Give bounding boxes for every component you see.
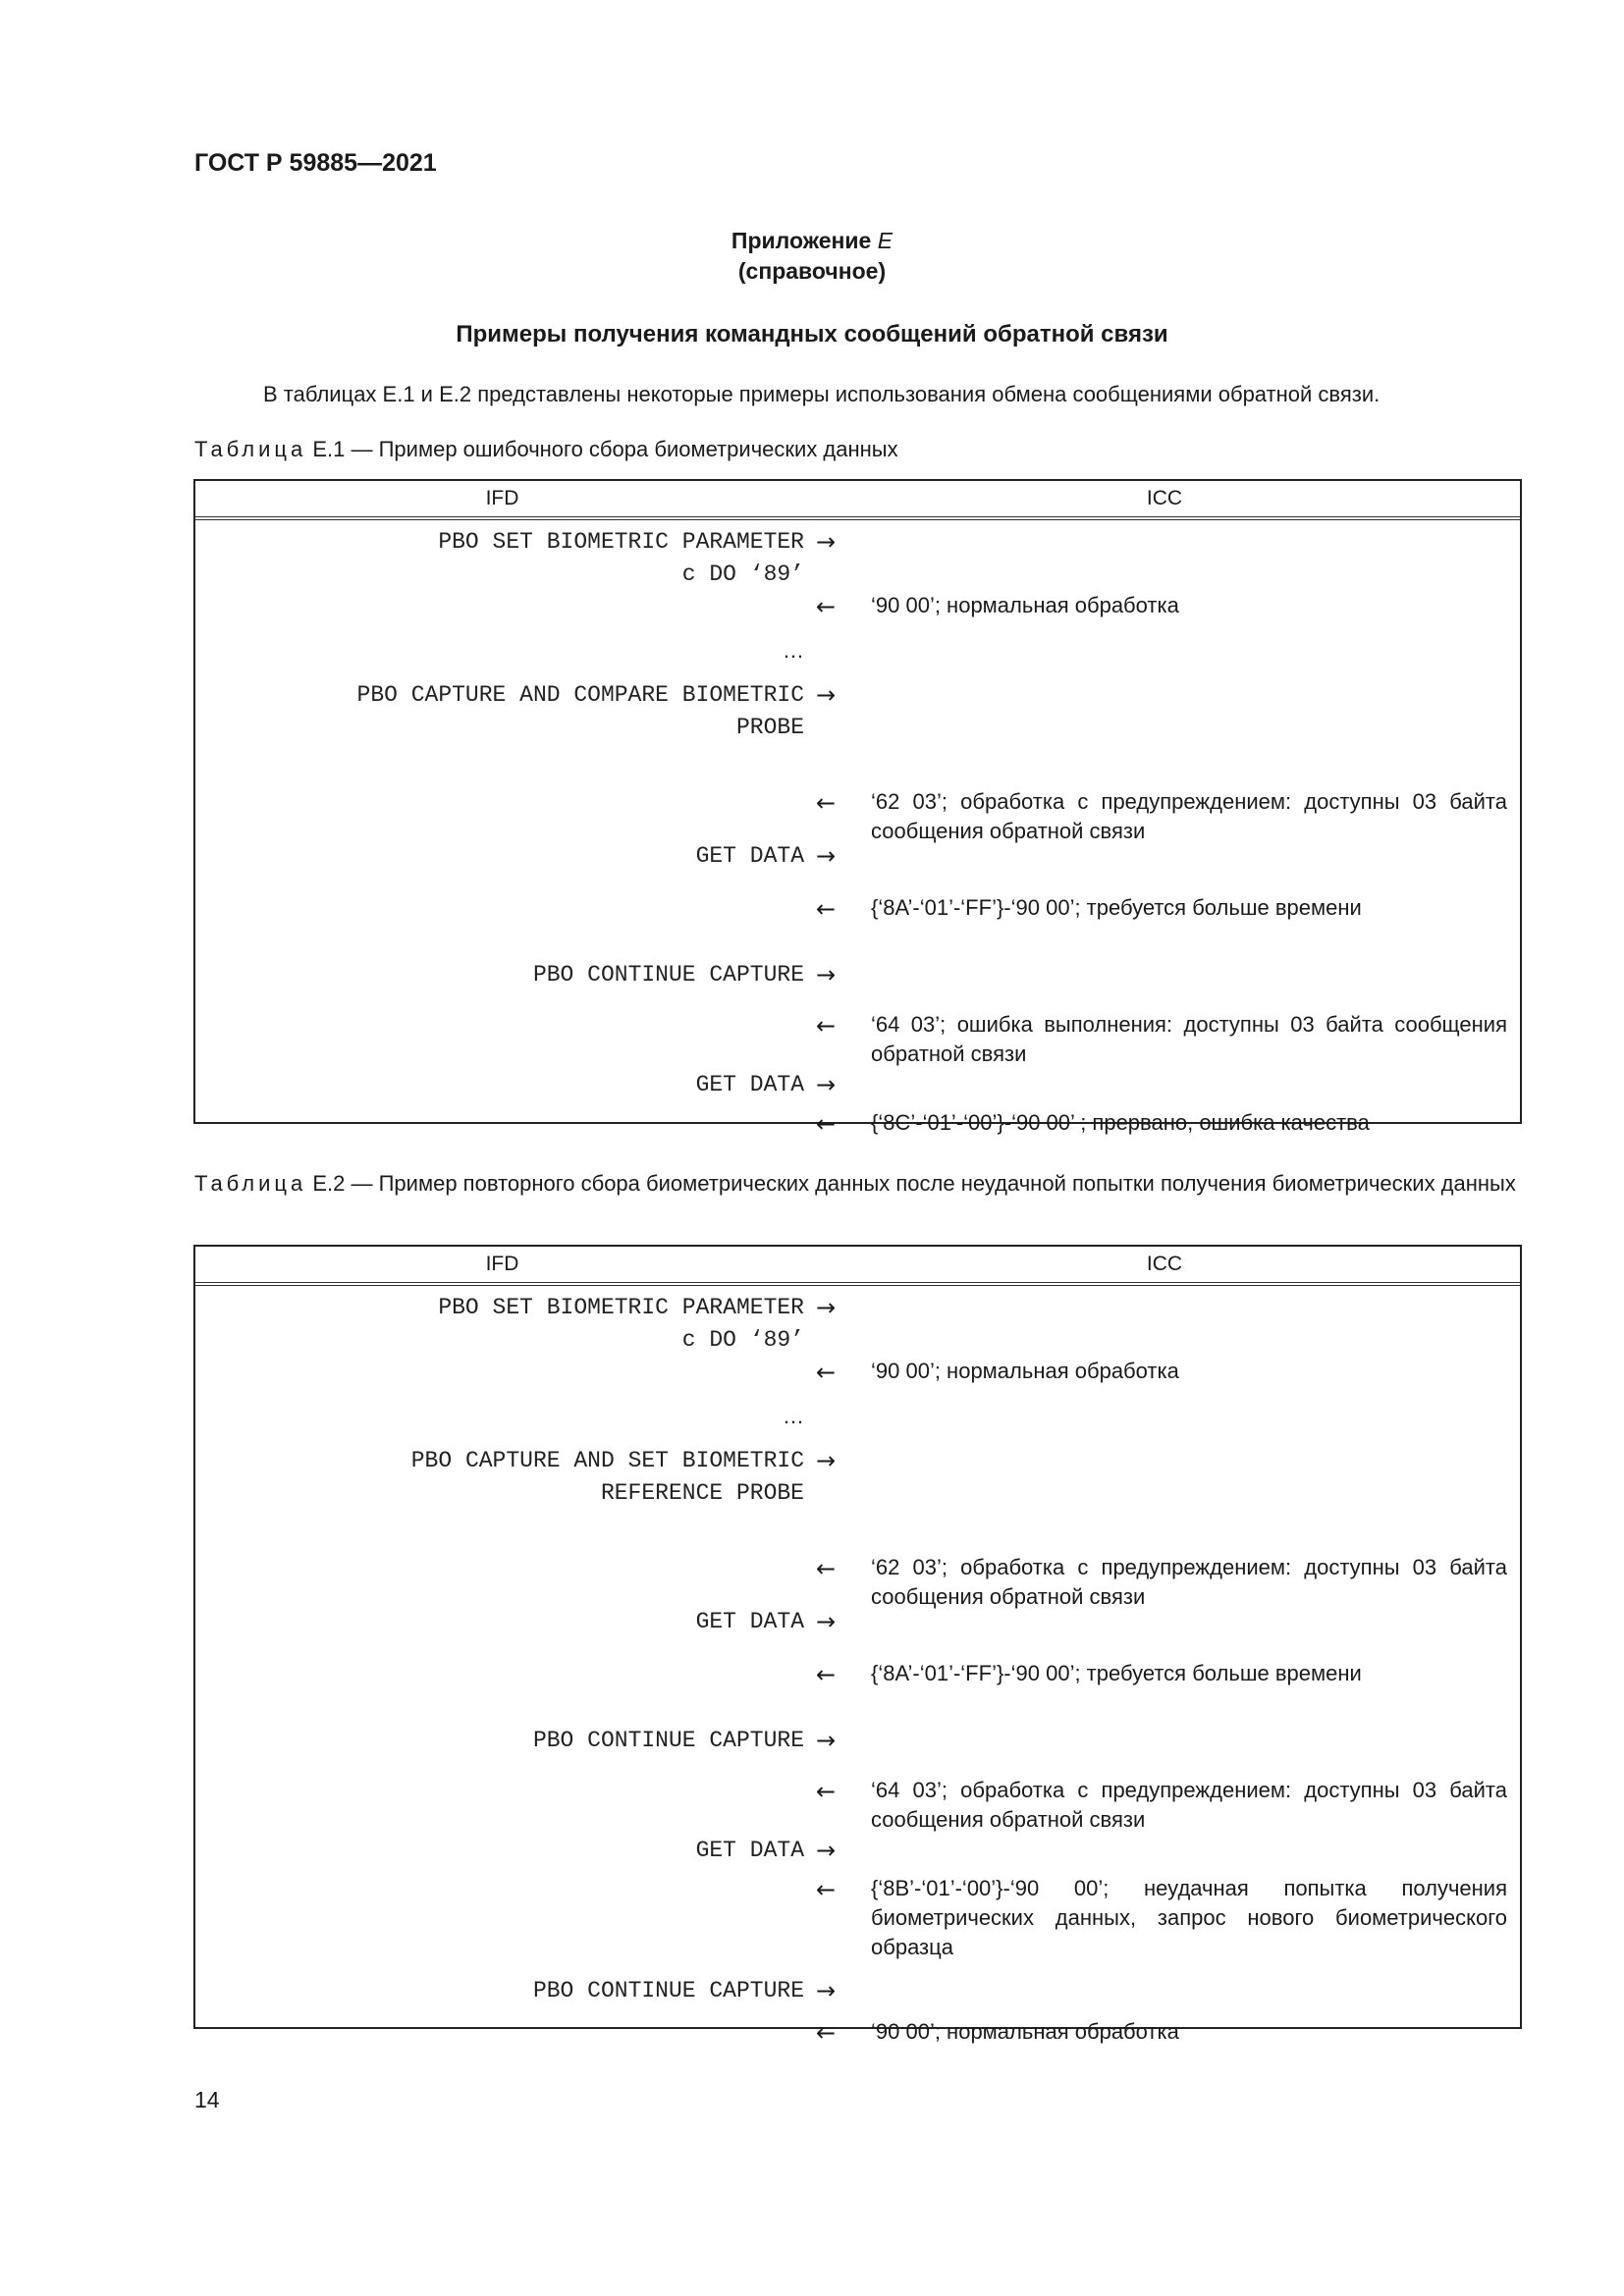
arrow-right-icon: → <box>815 1447 837 1474</box>
annex-letter: Е <box>877 228 893 253</box>
arrow-left-icon: ← <box>815 1012 837 1040</box>
table1-col-ifd: IFD <box>485 487 519 509</box>
table1-caption-text: Е.1 — Пример ошибочного сбора биометрических данных <box>306 437 898 461</box>
icc-response: ‘64 03’; ошибка выполнения: доступны 03 байта сообщения обратной связи <box>871 1012 1507 1066</box>
table1-caption-label: Таблица <box>194 437 307 461</box>
annex-title <box>0 226 1624 287</box>
arrow-right-icon: → <box>815 1727 837 1754</box>
arrow-right-icon: → <box>815 681 837 709</box>
table2-col-icc: ICC <box>1146 1253 1183 1275</box>
arrow-left-icon: ← <box>815 1778 837 1805</box>
arrow-right-icon: → <box>815 1608 837 1635</box>
annex-type: (справочное) <box>737 258 887 284</box>
table1-header-row <box>195 481 1520 520</box>
icc-response: ‘62 03’; обработка с предупреждением: доступны 03 байта сообщения обратной связи <box>871 1555 1507 1609</box>
arrow-left-icon: ← <box>815 895 837 923</box>
table2-caption-text: Е.2 — Пример повторного сбора биометрических данных после неудачной попытки получения биометрических данных <box>306 1171 1516 1196</box>
ellipsis: … <box>783 1404 804 1428</box>
ifd-command: PBO CONTINUE CAPTURE <box>532 962 804 988</box>
ifd-command: GET DATA <box>695 1609 804 1634</box>
icc-response: {‘8A’-‘01’-‘FF’}-‘90 00’; требуется больше времени <box>871 1661 1362 1685</box>
icc-response: ‘62 03’; обработка с предупреждением: доступны 03 байта сообщения обратной связи <box>871 789 1507 843</box>
table1-caption <box>194 435 1520 464</box>
ifd-command: PBO CAPTURE AND COMPARE BIOMETRIC PROBE <box>356 682 804 740</box>
arrow-left-icon: ← <box>815 2019 837 2047</box>
arrow-left-icon: ← <box>815 1359 837 1386</box>
intro-paragraph: В таблицах Е.1 и Е.2 представлены некоторые примеры использования обмена сообщениями обратной связи. <box>263 382 1380 406</box>
ifd-command: PBO SET BIOMETRIC PARAMETER с DO ‘89’ <box>438 529 804 587</box>
arrow-right-icon: → <box>815 961 837 988</box>
arrow-left-icon: ← <box>815 593 837 620</box>
icc-response: ‘90 00’; нормальная обработка <box>871 2019 1179 2044</box>
arrow-right-icon: → <box>815 1977 837 2004</box>
annex-label: Приложение <box>731 228 872 253</box>
section-title: Примеры получения командных сообщений обратной связи <box>456 321 1168 347</box>
icc-response: {‘8A’-‘01’-‘FF’}-‘90 00’; требуется больше времени <box>871 895 1362 920</box>
table-e1 <box>193 479 1522 1138</box>
ifd-command: PBO CONTINUE CAPTURE <box>532 1728 804 1753</box>
table2-header-row <box>195 1247 1520 1286</box>
table1-col-icc: ICC <box>1146 487 1183 509</box>
arrow-right-icon: → <box>815 1837 837 1864</box>
ifd-command: PBO CAPTURE AND SET BIOMETRIC REFERENCE PROBE <box>410 1448 804 1506</box>
arrow-right-icon: → <box>815 842 837 870</box>
document-header: ГОСТ Р 59885—2021 <box>194 149 437 177</box>
arrow-right-icon: → <box>815 528 837 556</box>
ellipsis: … <box>783 638 804 663</box>
arrow-left-icon: ← <box>815 1110 837 1138</box>
arrow-left-icon: ← <box>815 1876 837 1903</box>
ifd-command: PBO SET BIOMETRIC PARAMETER с DO ‘89’ <box>438 1295 804 1353</box>
arrow-left-icon: ← <box>815 789 837 817</box>
icc-response: ‘90 00’; нормальная обработка <box>871 1359 1179 1383</box>
ifd-command: GET DATA <box>695 843 804 869</box>
arrow-left-icon: ← <box>815 1555 837 1582</box>
table-e2 <box>193 1245 1522 2047</box>
arrow-right-icon: → <box>815 1071 837 1098</box>
ifd-command: GET DATA <box>695 1838 804 1863</box>
icc-response: ‘64 03’; обработка с предупреждением: доступны 03 байта сообщения обратной связи <box>871 1778 1507 1832</box>
ifd-command: GET DATA <box>695 1072 804 1097</box>
table2-caption-label: Таблица <box>194 1171 307 1196</box>
icc-response: {‘8B’-‘01’-‘00’}-‘90 00’; неудачная попытка получения биометрических данных, запрос нового биометрического образца <box>871 1876 1507 1959</box>
ifd-command: PBO CONTINUE CAPTURE <box>532 1978 804 2003</box>
arrow-left-icon: ← <box>815 1661 837 1688</box>
icc-response: {‘8C’-‘01’-‘00’}-‘90 00’ ; прервано, ошибка качества <box>871 1110 1370 1135</box>
page-number: 14 <box>194 2087 220 2112</box>
table2-col-ifd: IFD <box>485 1253 519 1275</box>
arrow-right-icon: → <box>815 1294 837 1321</box>
table2-caption <box>194 1169 1520 1199</box>
icc-response: ‘90 00’; нормальная обработка <box>871 593 1179 617</box>
